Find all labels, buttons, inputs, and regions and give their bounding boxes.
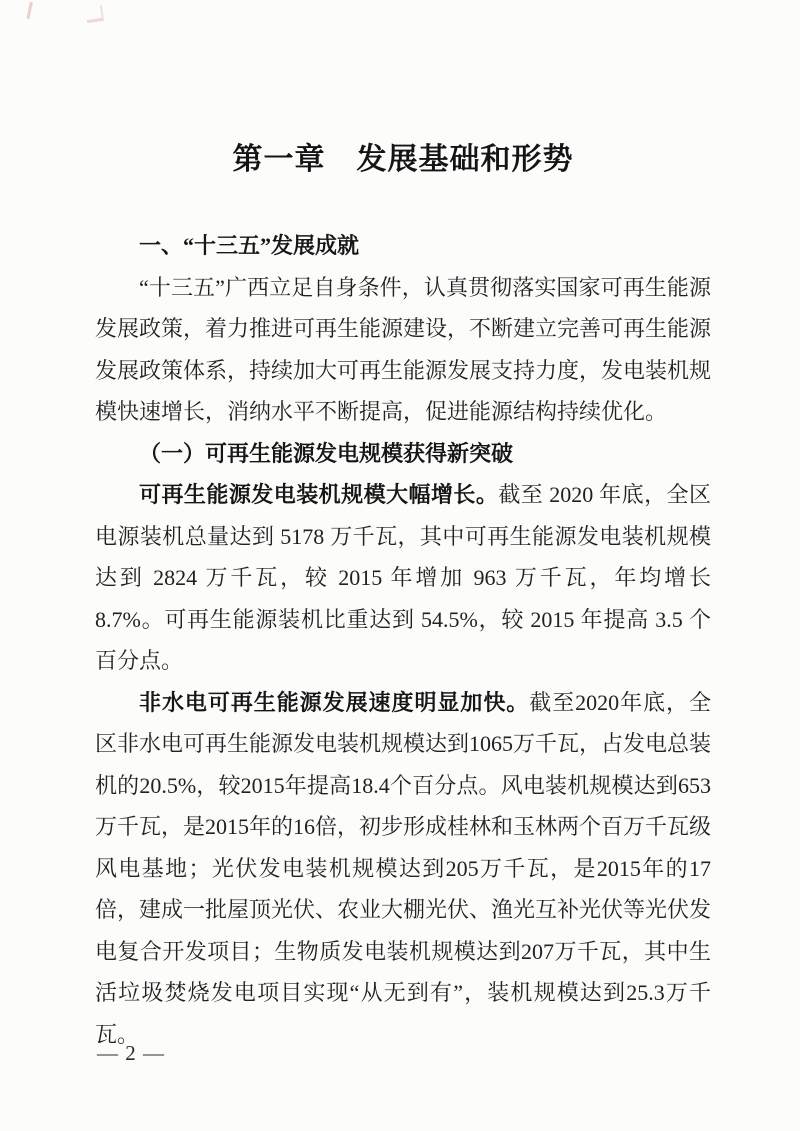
- paragraph-body-text: 截至2020年底，全区非水电可再生能源发电装机规模达到1065万千瓦，占发电总装机的20.5%，较2015年提高18.4个百分点。风电装机规模达到653万千瓦，是2015年的16倍，初步形成桂林和玉林两个百万千瓦级风电基地；光伏发电装机规模达到205万千瓦，是2015年的17倍，建成一批屋顶光伏、农业大棚光伏、渔光互补光伏等光伏发电复合开发项目；生物质发电装机规模达到207万千瓦，其中生活垃圾焚烧发电项目实现“从无到有”，装机规模达到25.3万千瓦。: [95, 689, 712, 1047]
- paragraph-lead-bold: 非水电可再生能源发展速度明显加快。: [139, 689, 530, 715]
- paragraph-renewable-scale: [95, 474, 711, 682]
- red-scan-artifact: [26, 2, 42, 21]
- page-content: [95, 0, 711, 1055]
- paragraph-nonhydro-speed: [95, 682, 711, 1056]
- page-number: — 2 —: [97, 1041, 165, 1065]
- intro-paragraph: “十三五”广西立足自身条件，认真贯彻落实国家可再生能源发展政策，着力推进可再生能源建设，不断建立完善可再生能源发展政策体系，持续加大可再生能源发展支持力度，发电装机规模快速增长，消纳水平不断提高，促进能源结构持续优化。: [95, 274, 712, 424]
- paragraph-lead-bold: 可再生能源发电装机规模大幅增长。: [139, 482, 499, 507]
- paragraph-body-text: 截至 2020 年底，全区电源装机总量达到 5178 万千瓦，其中可再生能源发电装机规模达到 2824 万千瓦，较 2015 年增加 963 万千瓦，年均增长 8.7%。可再生能源装机比重达到 54.5%，较 2015 年提高 3.5 个百分点。: [95, 482, 711, 673]
- document-body: [95, 225, 711, 1055]
- chapter-title: 第一章 发展基础和形势: [232, 143, 574, 176]
- section-heading: 一、“十三五”发展成就: [139, 233, 360, 258]
- sub-section-heading: （一）可再生能源发电规模获得新突破: [139, 440, 514, 466]
